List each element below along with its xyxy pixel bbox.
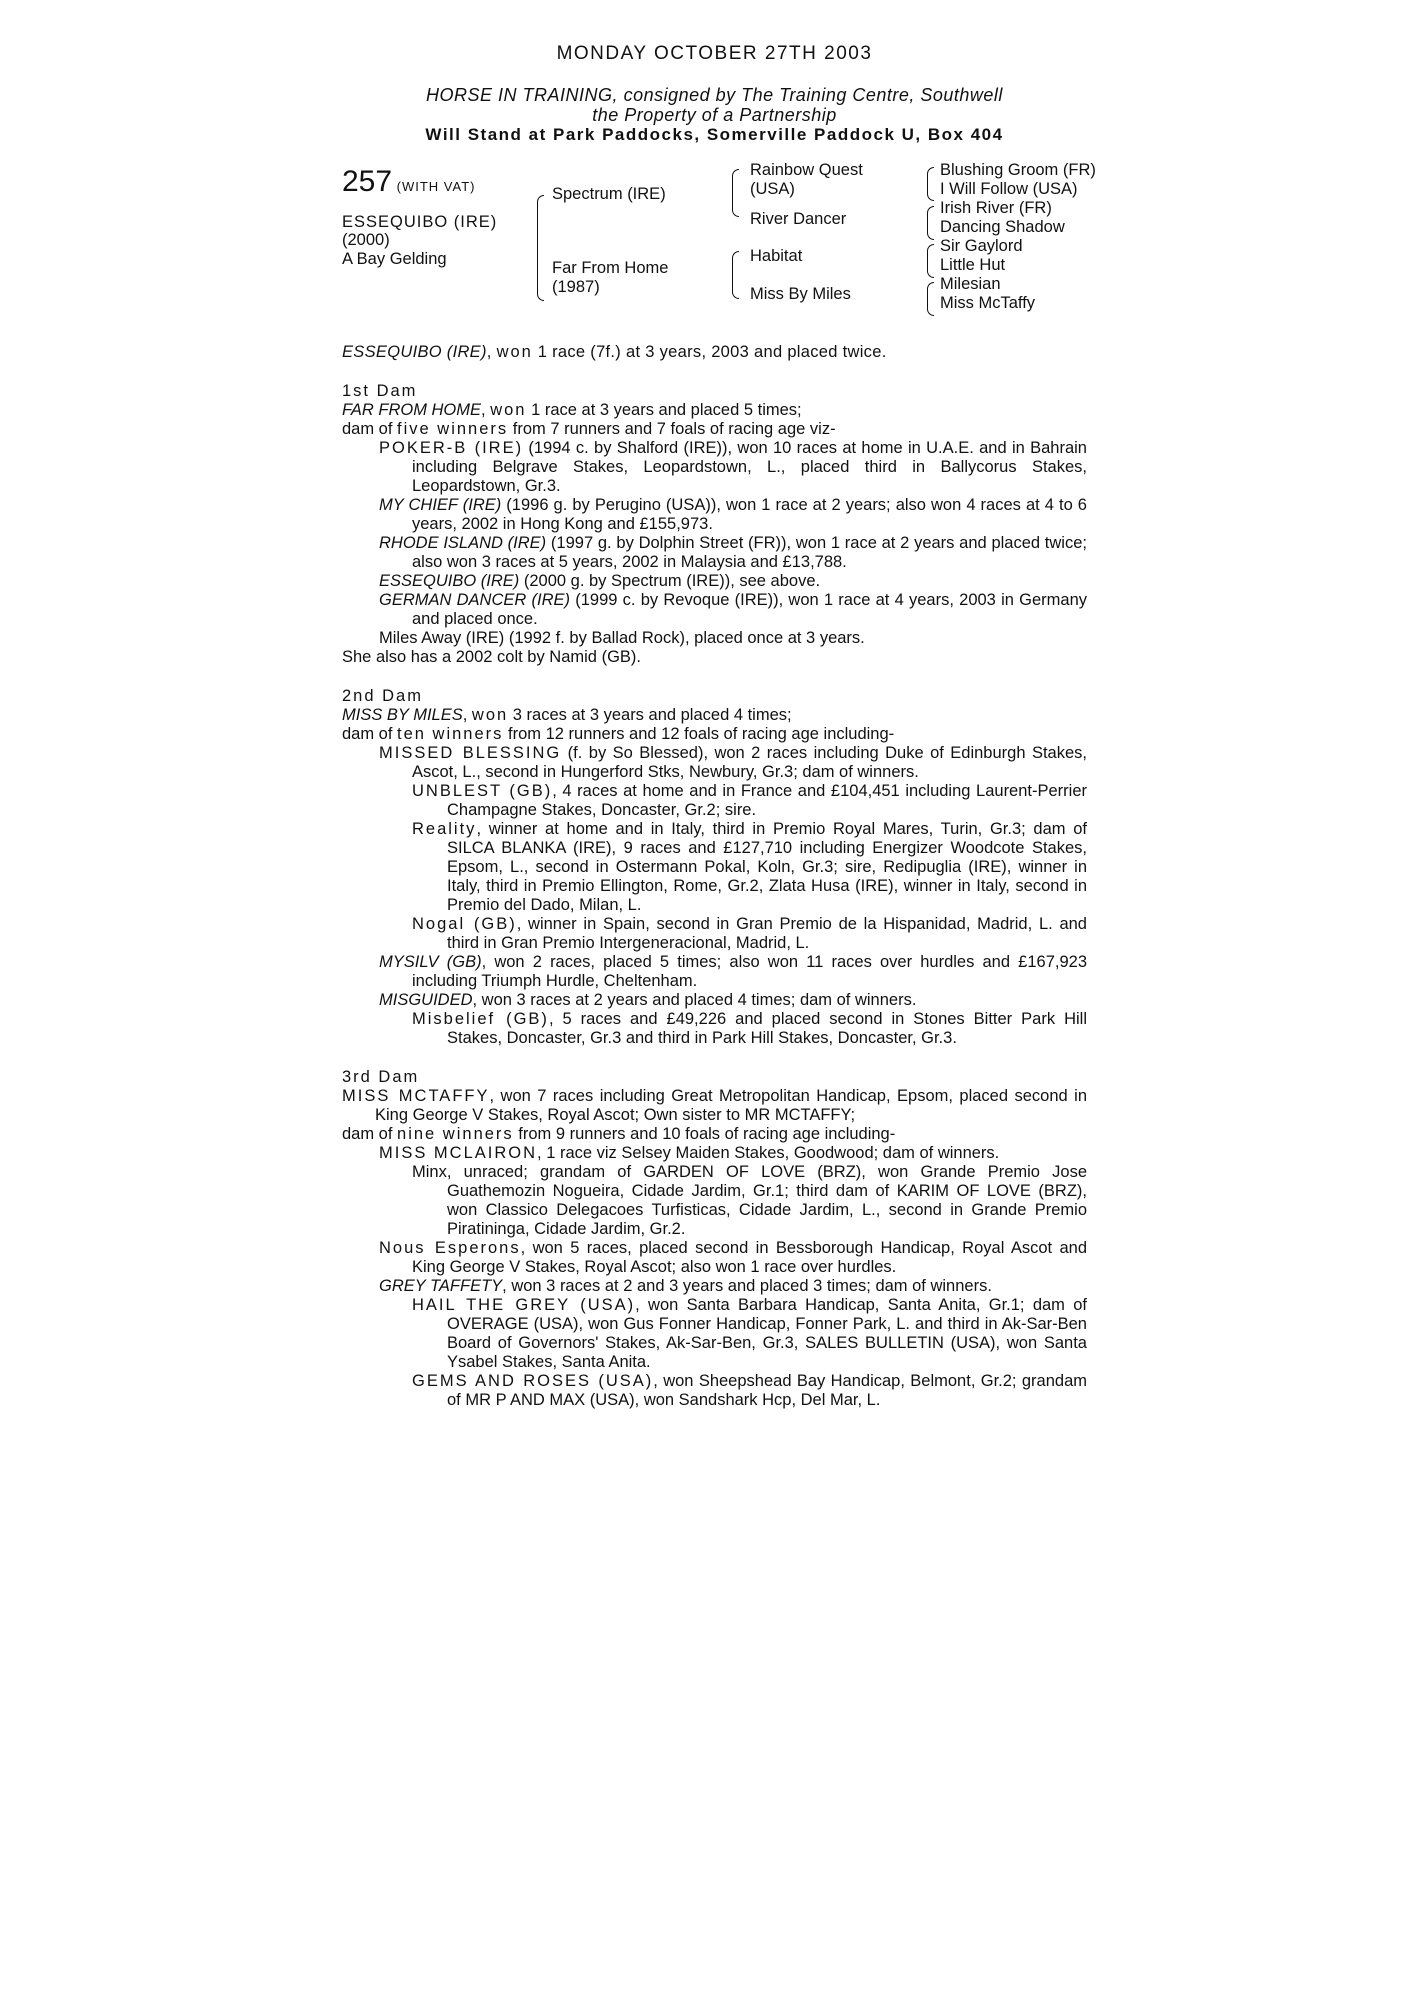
great-granddam-2: Dancing Shadow [940,218,1065,236]
great-grandsire-2: Irish River (FR) [940,199,1052,217]
produce-entry: Misbelief (GB), 5 races and £49,226 and placed second in Stones Bitter Park Hill Stakes, Doncaster, Gr.3 and third in Park Hill Stakes, Doncaster, Gr.3. [412,1010,1087,1047]
first-dam-section [342,382,1087,667]
great-grandsire-1: Blushing Groom (FR) [940,161,1096,179]
produce-entry: Reality, winner at home and in Italy, third in Premio Royal Mares, Turin, Gr.3; dam of SILCA BLANKA (IRE), 9 races and £127,710 including Energizer Woodcote Stakes, Epsom, L., second in Ostermann Pokal, Koln, Gr.3; sire, Redipuglia (IRE), winner in Italy, third in Premio Ellington, Rome, Gr.2, Zlata Husa (IRE), winner in Italy, second in Premio del Dado, Milan, L. [412,820,1087,914]
consignor-line: HORSE IN TRAINING, consigned by The Training Centre, Southwell [426,85,1003,105]
g-brace-1 [927,167,934,201]
dam-sire: Habitat [750,247,803,265]
sire-sire-country: (USA) [750,180,795,198]
dam-year: (1987) [552,278,600,296]
great-grandsire-3: Sir Gaylord [940,237,1023,255]
g-brace-2 [927,206,934,240]
produce-entry: ESSEQUIBO (IRE) (2000 g. by Spectrum (IRE)), see above. [379,572,821,590]
produce-entry: Minx, unraced; grandam of GARDEN OF LOVE (BRZ), won Grande Premio Jose Guathemozin Nogueira, Cidade Jardim, Gr.1; third dam of KARIM OF LOVE (BRZ), won Classico Delegacoes Turfisticas, Cidade Jardim, L., second in Grande Premio Piratininga, Cidade Jardim, Gr.2. [412,1163,1087,1238]
g-brace-3 [927,244,934,278]
horse-description: A Bay Gelding [342,250,447,268]
great-granddam-4: Miss McTaffy [940,294,1036,312]
second-dam-title: 2nd Dam [342,687,423,705]
sire-dam: River Dancer [750,210,847,228]
third-dam-produce: dam of nine winners from 9 runners and 10 foals of racing age including- [342,1125,896,1143]
first-dam-produce: dam of five winners from 7 runners and 7 foals of racing age viz- [342,420,836,438]
produce-entry: Nogal (GB), winner in Spain, second in Gran Premio de la Hispanidad, Madrid, L. and third in Gran Premio Intergeneracional, Madrid, L. [412,915,1087,952]
sire: Spectrum (IRE) [552,185,666,203]
produce-entry: MISS MCLAIRON, 1 race viz Selsey Maiden Stakes, Goodwood; dam of winners. [379,1144,1000,1162]
produce-entry: GREY TAFFETY, won 3 races at 2 and 3 years and placed 3 times; dam of winners. [379,1277,992,1295]
lot-number-block [342,167,476,197]
vat-note: (WITH VAT) [396,179,476,194]
ownership-line: the Property of a Partnership [592,105,837,125]
produce-entry: POKER-B (IRE) (1994 c. by Shalford (IRE)), won 10 races at home in U.A.E. and in Bahrain including Belgrave Stakes, Leopardstown, L., placed third in Ballycorus Stakes, Leopardstown, Gr.3. [379,439,1087,495]
produce-entry: GERMAN DANCER (IRE) (1999 c. by Revoque (IRE)), won 1 race at 4 years, 2003 in Germany and placed once. [379,591,1087,628]
sire-parents-brace [732,169,739,217]
pedigree-table [342,161,1096,325]
produce-entry: RHODE ISLAND (IRE) (1997 g. by Dolphin Street (FR)), won 1 race at 2 years and placed twice; also won 3 races at 5 years, 2002 in Malaysia and £13,788. [379,534,1087,571]
produce-entry: MY CHIEF (IRE) (1996 g. by Perugino (USA)), won 1 race at 2 years; also won 4 races at 4 to 6 years, 2002 in Hong Kong and £155,973. [379,496,1087,533]
produce-entry: MISGUIDED, won 3 races at 2 years and placed 4 times; dam of winners. [379,991,917,1009]
race-summary: ESSEQUIBO (IRE), won 1 race (7f.) at 3 years, 2003 and placed twice. [342,343,887,361]
produce-entry: UNBLEST (GB), 4 races at home and in France and £104,451 including Laurent-Perrier Champagne Stakes, Doncaster, Gr.2; sire. [412,782,1088,819]
produce-entry: HAIL THE GREY (USA), won Santa Barbara Handicap, Santa Anita, Gr.1; dam of OVERAGE (USA), won Gus Fonner Handicap, Fonner Park, L. and third in Ak-Sar-Ben Board of Governors' Stakes, Ak-Sar-Ben, Gr.3, SALES BULLETIN (USA), won Santa Ysabel Stakes, Santa Anita. [412,1296,1087,1371]
produce-entry: Nous Esperons, won 5 races, placed second in Bessborough Handicap, Royal Ascot and King George V Stakes, Royal Ascot; also won 1 race over hurdles. [379,1239,1087,1276]
horse-name: ESSEQUIBO (IRE) [342,213,498,231]
first-dam-footer: She also has a 2002 colt by Namid (GB). [342,648,641,666]
second-dam-record: MISS BY MILES, won 3 races at 3 years and placed 4 times; [342,706,792,724]
great-grandsire-4: Milesian [940,275,1001,293]
produce-entry: GEMS AND ROSES (USA), won Sheepshead Bay Handicap, Belmont, Gr.2; grandam of MR P AND MAX (USA), won Sandshark Hcp, Del Mar, L. [412,1372,1087,1409]
second-dam-produce: dam of ten winners from 12 runners and 12 foals of racing age including- [342,725,895,743]
great-granddam-3: Little Hut [940,256,1006,274]
first-dam-title: 1st Dam [342,382,418,400]
sale-date: MONDAY OCTOBER 27TH 2003 [556,43,873,64]
catalogue-page [342,43,1096,1410]
great-granddam-1: I Will Follow (USA) [940,180,1078,198]
sire-dam-brace [537,195,544,301]
dam-dam: Miss By Miles [750,285,851,303]
lot-number: 257 [342,165,393,198]
third-dam-section [342,1068,1087,1410]
g-brace-4 [927,282,934,316]
third-dam-title: 3rd Dam [342,1068,420,1086]
produce-entry: MYSILV (GB), won 2 races, placed 5 times; also won 11 races over hurdles and £167,923 including Triumph Hurdle, Cheltenham. [379,953,1087,990]
dam-parents-brace [732,251,739,299]
sire-sire: Rainbow Quest [750,161,863,179]
dam: Far From Home [552,259,669,277]
horse-year: (2000) [342,231,390,249]
produce-entry: MISSED BLESSING (f. by So Blessed), won 2 races including Duke of Edinburgh Stakes, Ascot, L., second in Hungerford Stks, Newbury, Gr.3; dam of winners. [379,744,1087,781]
produce-entry: Miles Away (IRE) (1992 f. by Ballad Rock), placed once at 3 years. [379,629,865,647]
location-line: Will Stand at Park Paddocks, Somerville Paddock U, Box 404 [425,125,1004,144]
first-dam-record: FAR FROM HOME, won 1 race at 3 years and placed 5 times; [342,401,802,419]
third-dam-record: MISS MCTAFFY, won 7 races including Great Metropolitan Handicap, Epsom, placed second in King George V Stakes, Royal Ascot; Own sister to MR MCTAFFY; [342,1087,1087,1124]
second-dam-section [342,687,1087,1048]
